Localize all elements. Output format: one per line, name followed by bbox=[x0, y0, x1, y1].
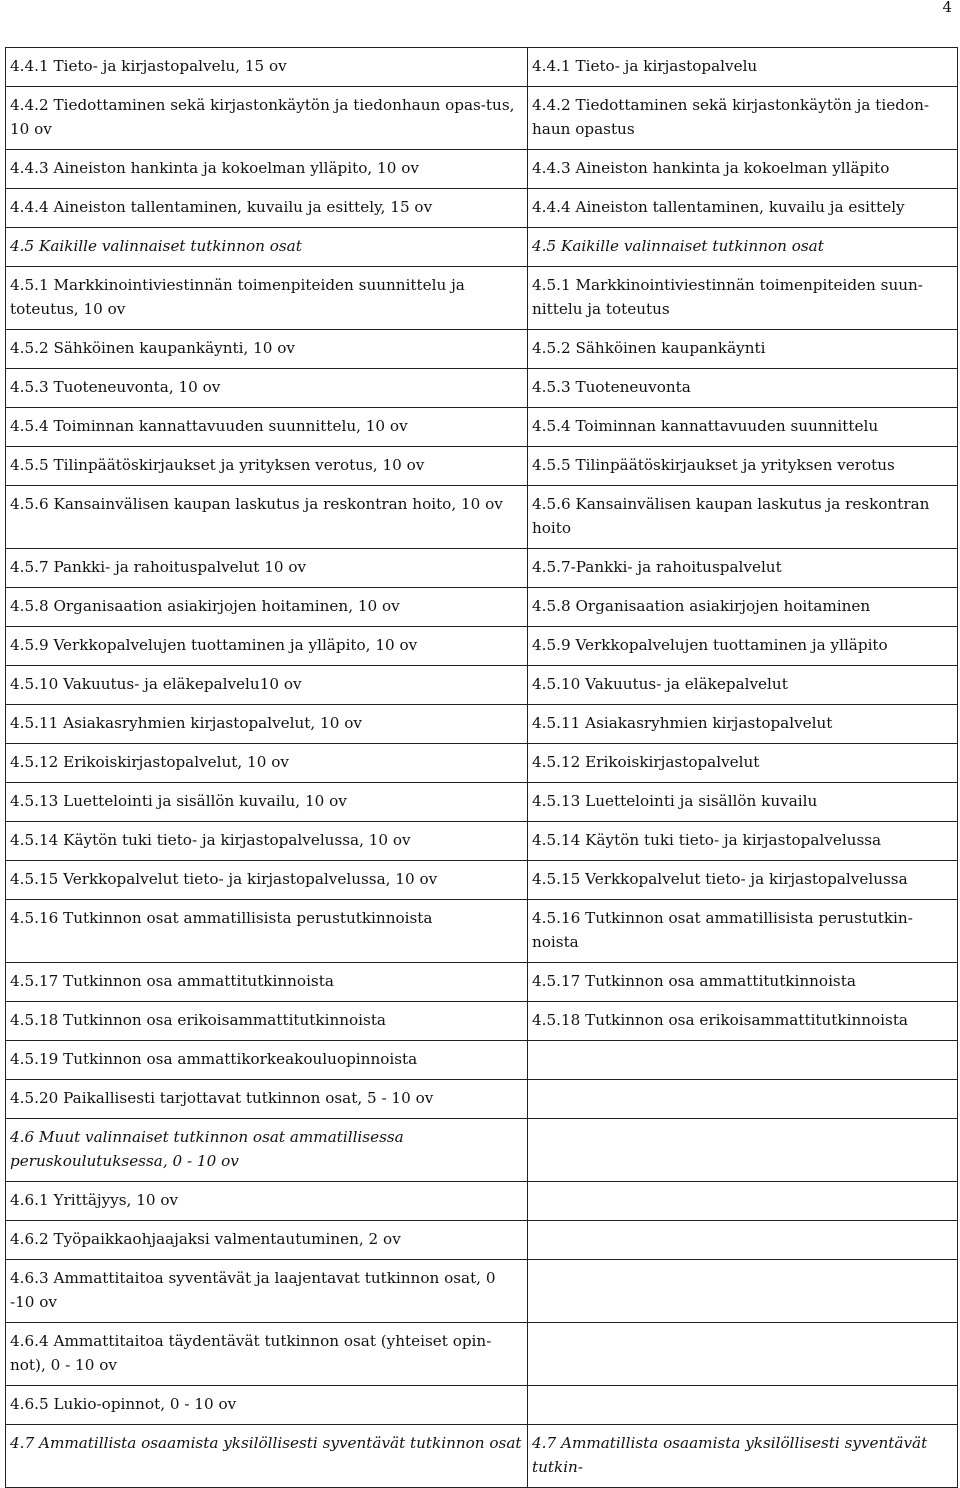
table-row bbox=[6, 228, 958, 267]
left-cell: 4.4.3 Aineiston hankinta ja kokoelman ylläpito, 10 ov bbox=[6, 150, 528, 189]
right-cell bbox=[528, 1260, 958, 1323]
right-cell bbox=[528, 1221, 958, 1260]
right-cell bbox=[528, 1119, 958, 1182]
left-cell: 4.5.18 Tutkinnon osa erikoisammattitutkinnoista bbox=[6, 1002, 528, 1041]
table-row bbox=[6, 408, 958, 447]
table-row bbox=[6, 48, 958, 87]
table-row bbox=[6, 486, 958, 549]
table-row bbox=[6, 744, 958, 783]
right-cell: 4.5.5 Tilinpäätöskirjaukset ja yrityksen verotus bbox=[528, 447, 958, 486]
right-cell bbox=[528, 1386, 958, 1425]
left-cell: 4.5.11 Asiakasryhmien kirjastopalvelut, 10 ov bbox=[6, 705, 528, 744]
table-row bbox=[6, 1260, 958, 1323]
right-cell: 4.5.14 Käytön tuki tieto- ja kirjastopalvelussa bbox=[528, 822, 958, 861]
left-cell: 4.5.3 Tuoteneuvonta, 10 ov bbox=[6, 369, 528, 408]
left-cell: 4.4.2 Tiedottaminen sekä kirjastonkäytön ja tiedonhaun opas-tus, 10 ov bbox=[6, 87, 528, 150]
right-cell: 4.5.15 Verkkopalvelut tieto- ja kirjastopalvelussa bbox=[528, 861, 958, 900]
left-cell: 4.5.7 Pankki- ja rahoituspalvelut 10 ov bbox=[6, 549, 528, 588]
table-row bbox=[6, 1080, 958, 1119]
right-cell: 4.5.12 Erikoiskirjastopalvelut bbox=[528, 744, 958, 783]
right-cell: 4.5.18 Tutkinnon osa erikoisammattitutkinnoista bbox=[528, 1002, 958, 1041]
table-row bbox=[6, 861, 958, 900]
left-cell: 4.5.1 Markkinointiviestinnän toimenpiteiden suunnittelu ja toteutus, 10 ov bbox=[6, 267, 528, 330]
table-row bbox=[6, 900, 958, 963]
right-cell: 4.5.3 Tuoteneuvonta bbox=[528, 369, 958, 408]
left-cell: 4.5.14 Käytön tuki tieto- ja kirjastopalvelussa, 10 ov bbox=[6, 822, 528, 861]
comparison-table bbox=[5, 47, 958, 1488]
right-cell bbox=[528, 1323, 958, 1386]
left-cell: 4.5.15 Verkkopalvelut tieto- ja kirjastopalvelussa, 10 ov bbox=[6, 861, 528, 900]
left-cell: 4.5.9 Verkkopalvelujen tuottaminen ja ylläpito, 10 ov bbox=[6, 627, 528, 666]
table-row bbox=[6, 1323, 958, 1386]
left-cell: 4.5.13 Luettelointi ja sisällön kuvailu, 10 ov bbox=[6, 783, 528, 822]
table-row bbox=[6, 150, 958, 189]
left-cell: 4.6.4 Ammattitaitoa täydentävät tutkinnon osat (yhteiset opin-not), 0 - 10 ov bbox=[6, 1323, 528, 1386]
table-row bbox=[6, 783, 958, 822]
table-row bbox=[6, 1119, 958, 1182]
right-cell: 4.5.9 Verkkopalvelujen tuottaminen ja ylläpito bbox=[528, 627, 958, 666]
right-cell: 4.5.10 Vakuutus- ja eläkepalvelut bbox=[528, 666, 958, 705]
table-row bbox=[6, 627, 958, 666]
table-row bbox=[6, 1041, 958, 1080]
left-cell: 4.5.5 Tilinpäätöskirjaukset ja yrityksen verotus, 10 ov bbox=[6, 447, 528, 486]
right-cell: 4.5.13 Luettelointi ja sisällön kuvailu bbox=[528, 783, 958, 822]
left-cell: 4.5.2 Sähköinen kaupankäynti, 10 ov bbox=[6, 330, 528, 369]
table-row bbox=[6, 267, 958, 330]
left-cell: 4.4.4 Aineiston tallentaminen, kuvailu ja esittely, 15 ov bbox=[6, 189, 528, 228]
left-cell: 4.7 Ammatillista osaamista yksilöllisesti syventävät tutkinnon osat bbox=[6, 1425, 528, 1488]
table-row bbox=[6, 1425, 958, 1488]
table-row bbox=[6, 189, 958, 228]
left-cell: 4.6.1 Yrittäjyys, 10 ov bbox=[6, 1182, 528, 1221]
page-number: 4 bbox=[942, 0, 952, 16]
right-cell: 4.4.4 Aineiston tallentaminen, kuvailu ja esittely bbox=[528, 189, 958, 228]
left-cell: 4.5.20 Paikallisesti tarjottavat tutkinnon osat, 5 - 10 ov bbox=[6, 1080, 528, 1119]
table-body bbox=[6, 48, 958, 1488]
table-row bbox=[6, 588, 958, 627]
right-cell: 4.5.4 Toiminnan kannattavuuden suunnittelu bbox=[528, 408, 958, 447]
table-row bbox=[6, 447, 958, 486]
left-cell: 4.5.6 Kansainvälisen kaupan laskutus ja reskontran hoito, 10 ov bbox=[6, 486, 528, 549]
left-cell: 4.5.16 Tutkinnon osat ammatillisista perustutkinnoista bbox=[6, 900, 528, 963]
left-cell: 4.5.19 Tutkinnon osa ammattikorkeakouluopinnoista bbox=[6, 1041, 528, 1080]
table-row bbox=[6, 1002, 958, 1041]
right-cell bbox=[528, 1080, 958, 1119]
left-cell: 4.5.17 Tutkinnon osa ammattitutkinnoista bbox=[6, 963, 528, 1002]
right-cell bbox=[528, 1182, 958, 1221]
right-cell: 4.4.1 Tieto- ja kirjastopalvelu bbox=[528, 48, 958, 87]
left-cell: 4.5.4 Toiminnan kannattavuuden suunnittelu, 10 ov bbox=[6, 408, 528, 447]
right-cell: 4.5.11 Asiakasryhmien kirjastopalvelut bbox=[528, 705, 958, 744]
table-row bbox=[6, 963, 958, 1002]
right-cell: 4.5.16 Tutkinnon osat ammatillisista perustutkin-noista bbox=[528, 900, 958, 963]
table-row bbox=[6, 330, 958, 369]
right-cell bbox=[528, 1041, 958, 1080]
right-cell: 4.4.3 Aineiston hankinta ja kokoelman ylläpito bbox=[528, 150, 958, 189]
right-cell: 4.5 Kaikille valinnaiset tutkinnon osat bbox=[528, 228, 958, 267]
left-cell: 4.5.10 Vakuutus- ja eläkepalvelu10 ov bbox=[6, 666, 528, 705]
right-cell: 4.7 Ammatillista osaamista yksilöllisesti syventävät tutkin- bbox=[528, 1425, 958, 1488]
right-cell: 4.5.6 Kansainvälisen kaupan laskutus ja reskontran hoito bbox=[528, 486, 958, 549]
left-cell: 4.5 Kaikille valinnaiset tutkinnon osat bbox=[6, 228, 528, 267]
table-row bbox=[6, 666, 958, 705]
table-row bbox=[6, 822, 958, 861]
table-row bbox=[6, 87, 958, 150]
right-cell: 4.5.2 Sähköinen kaupankäynti bbox=[528, 330, 958, 369]
right-cell: 4.5.8 Organisaation asiakirjojen hoitaminen bbox=[528, 588, 958, 627]
right-cell: 4.5.17 Tutkinnon osa ammattitutkinnoista bbox=[528, 963, 958, 1002]
table-row bbox=[6, 1182, 958, 1221]
left-cell: 4.4.1 Tieto- ja kirjastopalvelu, 15 ov bbox=[6, 48, 528, 87]
right-cell: 4.5.7-Pankki- ja rahoituspalvelut bbox=[528, 549, 958, 588]
left-cell: 4.6.2 Työpaikkaohjaajaksi valmentautuminen, 2 ov bbox=[6, 1221, 528, 1260]
right-cell: 4.5.1 Markkinointiviestinnän toimenpiteiden suun-nittelu ja toteutus bbox=[528, 267, 958, 330]
left-cell: 4.5.12 Erikoiskirjastopalvelut, 10 ov bbox=[6, 744, 528, 783]
table-row bbox=[6, 369, 958, 408]
right-cell: 4.4.2 Tiedottaminen sekä kirjastonkäytön ja tiedon-haun opastus bbox=[528, 87, 958, 150]
table-row bbox=[6, 1221, 958, 1260]
table-row bbox=[6, 549, 958, 588]
table-row bbox=[6, 1386, 958, 1425]
left-cell: 4.6.5 Lukio-opinnot, 0 - 10 ov bbox=[6, 1386, 528, 1425]
table-row bbox=[6, 705, 958, 744]
left-cell: 4.5.8 Organisaation asiakirjojen hoitaminen, 10 ov bbox=[6, 588, 528, 627]
left-cell: 4.6.3 Ammattitaitoa syventävät ja laajentavat tutkinnon osat, 0 -10 ov bbox=[6, 1260, 528, 1323]
left-cell: 4.6 Muut valinnaiset tutkinnon osat ammatillisessa peruskoulutuksessa, 0 - 10 ov bbox=[6, 1119, 528, 1182]
